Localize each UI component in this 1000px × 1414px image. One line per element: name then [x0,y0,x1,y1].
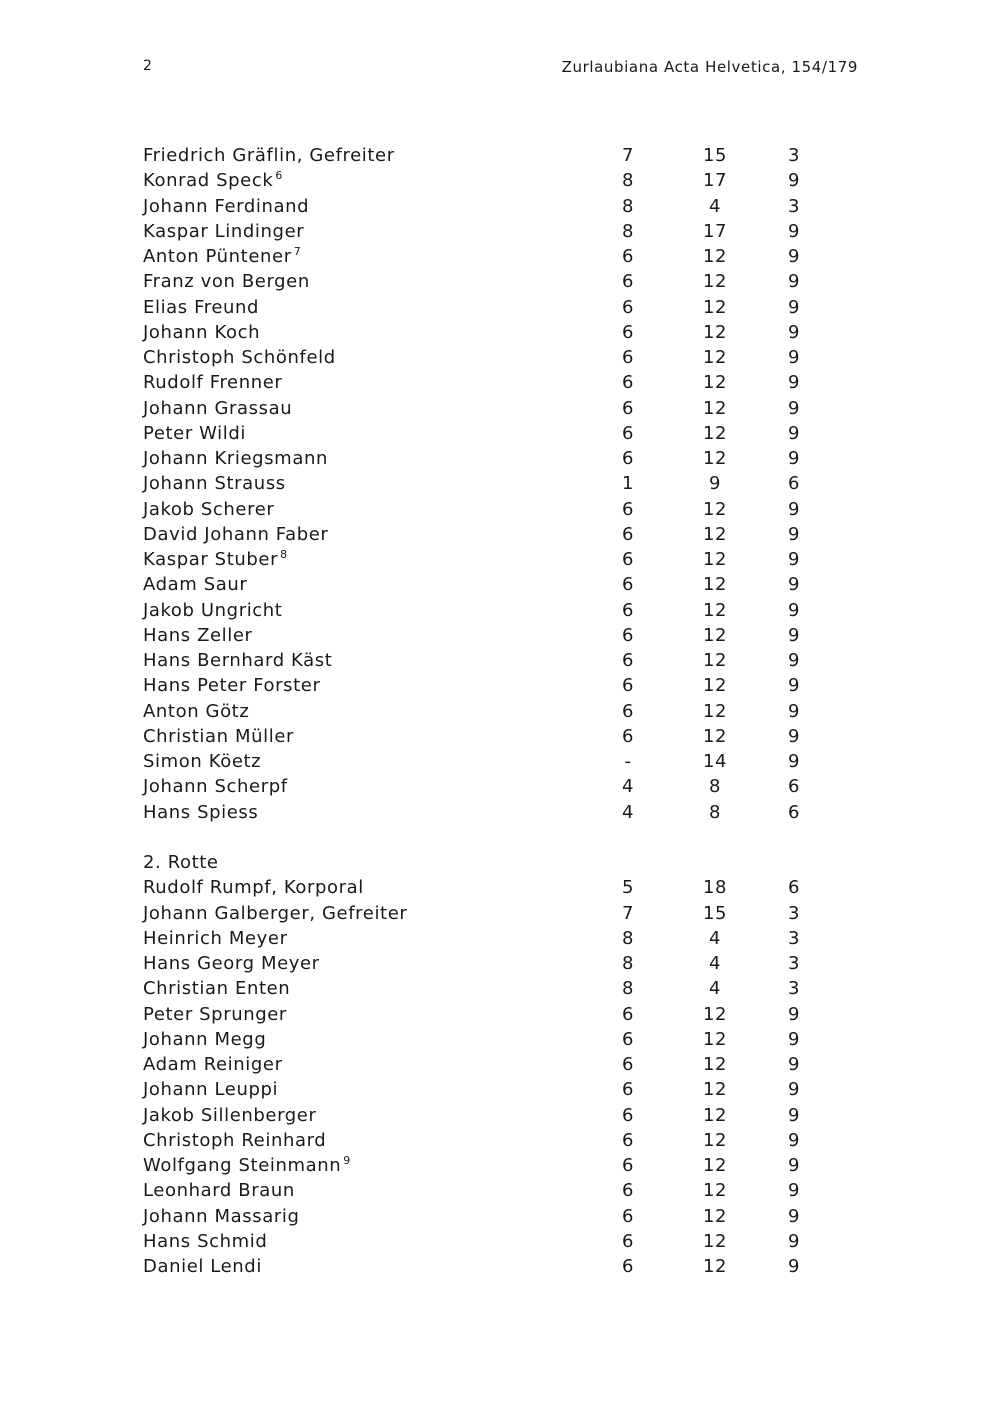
soldier-name-text: Elias Freund [143,296,260,318]
soldier-name [143,776,288,797]
soldier-name [143,170,283,191]
table-row [143,701,858,726]
value-c1: 7 [621,145,635,166]
table-row [143,499,858,524]
value-c3: 9 [787,1205,801,1227]
value-c3: 9 [787,675,801,697]
value-c1: 6 [621,1003,635,1025]
soldier-name [143,372,282,393]
value-c2: 17 [702,220,728,242]
soldier-name [143,625,253,646]
value-c1: 8 [621,170,635,192]
table-row [143,1004,858,1029]
table-row [143,398,858,423]
value-c1: 6 [621,498,635,520]
value-c2: 12 [702,271,728,293]
table-row [143,1256,858,1281]
soldier-name [143,448,328,469]
value-c2: 12 [702,675,728,697]
value-c1: 6 [621,1079,635,1101]
value-c2: 12 [702,1079,728,1101]
value-c2: 12 [702,650,728,671]
value-c3: 9 [787,1230,801,1252]
value-c2: 12 [702,1054,728,1075]
value-c2: 12 [702,1230,728,1252]
table-row [143,1206,858,1231]
value-c2: 12 [702,549,728,570]
value-c3: 9 [787,1104,801,1126]
soldier-name [143,1206,299,1227]
table-row [143,726,858,751]
value-c1: 6 [621,725,635,747]
soldier-name [143,978,290,999]
soldier-name-text: Jakob Scherer [143,498,275,520]
value-c1: 7 [621,902,635,924]
soldier-name [143,1029,266,1050]
value-c2: 12 [702,422,728,444]
soldier-name [143,675,320,696]
value-c3: 3 [787,978,801,1000]
soldier-name-text: Johann Leuppi [143,1079,279,1101]
table-row [143,877,858,902]
section-title: 2. Rotte [143,852,219,873]
value-c1: 6 [621,1230,635,1252]
value-c2: 12 [702,347,728,368]
table-row [143,1180,858,1205]
value-c1: 8 [621,978,635,1000]
soldier-name-text: Johann Kriegsmann [143,448,328,469]
table-row [143,1029,858,1054]
value-c1: 6 [621,1180,635,1202]
value-c1: 6 [621,296,635,318]
soldier-name [143,322,260,343]
soldier-name [143,1256,262,1277]
soldier-name-text: Adam Saur [143,574,248,596]
value-c2: 12 [702,1003,728,1025]
soldier-name-text: Hans Georg Meyer [143,953,320,974]
table-row [143,221,858,246]
soldier-name-text: Friedrich Gräflin, Gefreiter [143,145,395,166]
table-row [143,675,858,700]
value-c3: 9 [787,448,801,469]
value-c3: 9 [787,599,801,621]
soldier-name [143,1130,326,1151]
soldier-name [143,1180,295,1201]
value-c3: 9 [787,1054,801,1075]
value-c3: 9 [787,1028,801,1050]
value-c2: 12 [702,1180,728,1202]
soldier-name [143,499,274,520]
soldier-name [143,903,407,924]
value-c2: 12 [702,296,728,318]
soldier-name-text: Rudolf Rumpf, Korporal [143,877,364,899]
value-c2: 15 [702,145,728,166]
soldier-name-text: Christian Enten [143,978,291,1000]
value-c2: 18 [702,877,728,899]
soldier-name-text: Hans Peter Forster [143,675,321,697]
value-c1: 8 [621,953,635,974]
soldier-name [143,1079,278,1100]
value-c1: 6 [621,624,635,646]
soldier-name [143,347,336,368]
soldier-name-text: Franz von Bergen [143,271,310,293]
value-c1: 6 [621,1256,635,1277]
value-c1: 8 [621,927,635,949]
value-c3: 9 [787,624,801,646]
value-c2: 12 [702,599,728,621]
value-c2: 12 [702,725,728,747]
value-c1: 6 [621,574,635,596]
value-c2: 12 [702,1256,728,1277]
value-c3: 9 [787,574,801,596]
value-c2: 9 [708,473,722,495]
soldier-name-text: Adam Reiniger [143,1054,283,1075]
soldier-name [143,751,261,772]
value-c1: 8 [621,220,635,242]
soldier-name [143,145,395,166]
table-row [143,600,858,625]
value-c3: 3 [787,953,801,974]
soldier-name [143,271,310,292]
value-c2: 4 [708,953,722,974]
value-c1: 6 [621,321,635,343]
value-c2: 17 [702,170,728,192]
table-row [143,524,858,549]
value-c2: 12 [702,523,728,545]
soldier-name [143,1054,283,1075]
soldier-name [143,1231,267,1252]
soldier-name-text: Leonhard Braun [143,1180,295,1202]
value-c1: 6 [621,650,635,671]
soldier-name [143,877,364,898]
value-c2: 8 [708,776,722,798]
soldier-name-text: Peter Wildi [143,422,246,444]
footnote-marker[interactable]: 9 [343,1154,351,1167]
value-c2: 4 [708,978,722,1000]
soldier-name-text: Kaspar Lindinger [143,220,305,242]
footnote-marker[interactable]: 7 [293,245,302,258]
value-c2: 12 [702,1129,728,1151]
page-header [143,58,858,82]
value-c3: 9 [787,422,801,444]
value-c2: 12 [702,1205,728,1227]
value-c2: 8 [708,801,722,823]
table-row [143,650,858,675]
soldier-name-text: Peter Sprunger [143,1003,287,1025]
value-c3: 9 [787,1129,801,1151]
table-row [143,978,858,1003]
value-c3: 9 [787,549,801,570]
value-c1: 6 [621,599,635,621]
value-c1: 6 [621,1129,635,1151]
table-row [143,903,858,928]
value-c3: 9 [787,220,801,242]
soldier-name [143,423,246,444]
table-row [143,473,858,498]
value-c1: 6 [621,372,635,394]
value-c3: 6 [787,776,801,798]
table-row [143,170,858,195]
rotte-2-list [143,877,858,1281]
value-c1: 6 [621,1054,635,1075]
value-c3: 9 [787,296,801,318]
soldier-name-text: Johann Koch [143,321,261,343]
value-c3: 9 [787,271,801,293]
table-row [143,1155,858,1180]
table-row [143,928,858,953]
value-c1: 6 [621,246,635,267]
table-row [143,776,858,801]
table-row [143,625,858,650]
value-c3: 9 [787,1256,801,1277]
soldier-name-text: Christoph Schönfeld [143,347,336,368]
value-c3: 9 [787,523,801,545]
value-c1: 6 [621,1155,635,1176]
value-c2: 12 [702,1104,728,1126]
soldier-name-text: Hans Schmid [143,1230,268,1252]
soldier-name-text: Christian Müller [143,725,294,747]
soldier-name-text: Heinrich Meyer [143,927,288,949]
value-c2: 12 [702,397,728,419]
soldier-name [143,600,282,621]
soldier-name-text: Johann Grassau [143,397,293,419]
value-c2: 12 [702,321,728,343]
soldier-name [143,1105,316,1126]
value-c2: 12 [702,1028,728,1050]
value-c3: 3 [787,927,801,949]
soldier-name [143,398,292,419]
value-c1: 8 [621,195,635,217]
table-row [143,953,858,978]
footnote-marker[interactable]: 6 [275,169,283,183]
soldier-name-text: Johann Scherpf [143,776,288,798]
value-c1: 6 [621,347,635,368]
value-c1: 6 [621,271,635,293]
soldier-name-text: Johann Galberger, Gefreiter [143,902,408,924]
value-c1: 1 [621,473,635,495]
value-c3: 9 [787,498,801,520]
value-c1: - [624,751,632,772]
soldier-name [143,1004,287,1025]
value-c2: 14 [702,751,728,772]
soldier-name-text: Kaspar Stuber [143,549,279,570]
value-c3: 9 [787,1003,801,1025]
value-c1: 6 [621,549,635,570]
soldier-name [143,549,288,570]
value-c2: 12 [702,498,728,520]
value-c3: 9 [787,246,801,267]
soldier-name-text: David Johann Faber [143,523,329,545]
soldier-name-text: Jakob Ungricht [143,599,283,621]
soldier-name [143,701,249,722]
value-c1: 6 [621,1205,635,1227]
table-row [143,1079,858,1104]
soldier-name-text: Christoph Reinhard [143,1129,327,1151]
value-c3: 6 [787,473,801,495]
value-c2: 12 [702,574,728,596]
soldier-name [143,221,304,242]
soldier-name-text: Daniel Lendi [143,1256,262,1277]
value-c2: 15 [702,902,728,924]
soldier-name [143,246,301,267]
roster-table [143,145,858,1281]
section-heading-row [143,852,858,877]
table-row [143,347,858,372]
value-c1: 6 [621,1104,635,1126]
value-c3: 3 [787,902,801,924]
value-c1: 6 [621,422,635,444]
soldier-name [143,297,259,318]
value-c3: 9 [787,1079,801,1101]
soldier-name [143,650,332,671]
soldier-name-text: Hans Bernhard Käst [143,650,333,671]
value-c1: 4 [621,776,635,798]
value-c1: 6 [621,675,635,697]
table-row [143,322,858,347]
table-row [143,271,858,296]
table-row [143,448,858,473]
footnote-marker[interactable]: 8 [280,548,288,561]
table-row [143,246,858,271]
soldier-name [143,473,286,494]
value-c1: 4 [621,801,635,823]
value-c3: 9 [787,397,801,419]
soldier-name-text: Simon Köetz [143,751,262,772]
soldier-name-text: Wolfgang Steinmann [143,1155,342,1176]
value-c1: 6 [621,700,635,722]
value-c1: 5 [621,877,635,899]
soldier-name [143,196,309,217]
value-c2: 12 [702,624,728,646]
soldier-name-text: Hans Zeller [143,624,253,646]
soldier-name-text: Jakob Sillenberger [143,1104,317,1126]
table-row [143,1130,858,1155]
value-c3: 9 [787,170,801,192]
soldier-name-text: Johann Megg [143,1028,267,1050]
value-c3: 9 [787,650,801,671]
table-row [143,1105,858,1130]
soldier-name [143,524,328,545]
value-c2: 4 [708,927,722,949]
value-c3: 6 [787,801,801,823]
value-c3: 9 [787,1155,801,1176]
value-c1: 6 [621,523,635,545]
running-title: Zurlaubiana Acta Helvetica, 154/179 [561,58,858,76]
table-row [143,549,858,574]
soldier-name [143,928,288,949]
soldier-name [143,802,258,823]
value-c3: 3 [787,195,801,217]
value-c3: 9 [787,751,801,772]
table-row [143,196,858,221]
value-c1: 6 [621,1028,635,1050]
value-c3: 9 [787,347,801,368]
soldier-name-text: Johann Strauss [143,473,286,495]
table-row [143,297,858,322]
value-c3: 9 [787,700,801,722]
value-c2: 4 [708,195,722,217]
soldier-name-text: Anton Püntener [143,246,292,267]
soldier-name-text: Konrad Speck [143,170,274,192]
page-number: 2 [143,58,153,74]
soldier-name-text: Johann Massarig [143,1205,300,1227]
soldier-name-text: Hans Spiess [143,801,259,823]
table-row [143,145,858,170]
soldier-name-text: Johann Ferdinand [143,195,310,217]
value-c3: 9 [787,1180,801,1202]
table-row [143,1231,858,1256]
value-c1: 6 [621,397,635,419]
value-c1: 6 [621,448,635,469]
value-c2: 12 [702,246,728,267]
value-c2: 12 [702,700,728,722]
table-row [143,574,858,599]
soldier-name-text: Anton Götz [143,700,250,722]
table-row [143,1054,858,1079]
soldier-name [143,953,320,974]
value-c2: 12 [702,448,728,469]
value-c3: 9 [787,725,801,747]
table-row [143,751,858,776]
soldier-name-text: Rudolf Frenner [143,372,283,394]
soldier-name [143,726,294,747]
table-row [143,423,858,448]
value-c3: 9 [787,372,801,394]
value-c3: 9 [787,321,801,343]
value-c2: 12 [702,1155,728,1176]
value-c3: 3 [787,145,801,166]
table-row [143,802,858,827]
soldier-name [143,1155,351,1176]
section-spacer [143,827,858,852]
rotte-1-list [143,145,858,827]
table-row [143,372,858,397]
soldier-name [143,574,247,595]
value-c2: 12 [702,372,728,394]
value-c3: 6 [787,877,801,899]
